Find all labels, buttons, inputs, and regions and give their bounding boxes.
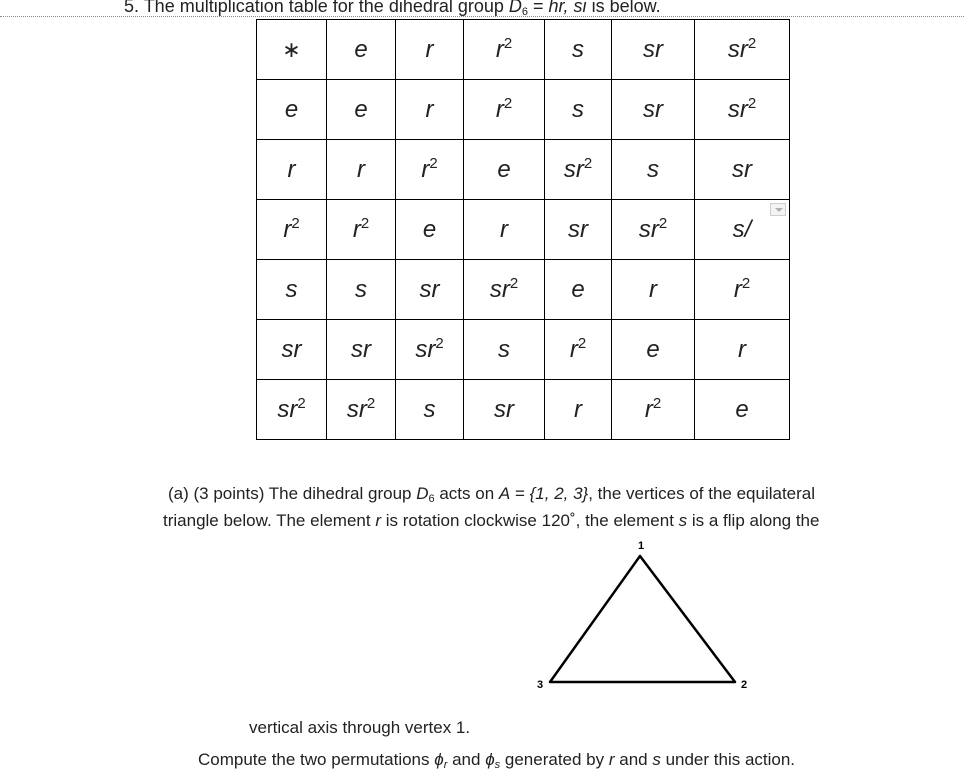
cell-exponent: 2: [747, 35, 757, 52]
table-row: [257, 20, 790, 80]
cell-value: e: [284, 95, 299, 123]
table-row: [257, 380, 790, 440]
table-cell: [396, 80, 464, 140]
cell-value: r: [644, 396, 653, 423]
table-cell: [612, 140, 695, 200]
table-cell: [612, 260, 695, 320]
table-cell: [327, 80, 396, 140]
table-cell: [257, 140, 327, 200]
cell-value: sr: [643, 35, 663, 63]
table-cell: [545, 80, 612, 140]
table-cell: [545, 140, 612, 200]
table-cell: [257, 380, 327, 440]
cell-value: r: [495, 36, 504, 63]
cell-exponent: 2: [360, 215, 370, 232]
cell-value: s: [498, 335, 510, 363]
cell-value: e: [354, 95, 368, 123]
cell-exponent: 2: [503, 95, 513, 112]
table-cell: [612, 380, 695, 440]
cell-exponent: 2: [503, 35, 513, 52]
table-row: [257, 320, 790, 380]
cell-exponent: 2: [297, 395, 306, 412]
part-a-line-4: Compute the two permutations $\phi_r$ and $\phi_s$ generated by r and s under this action.: [198, 750, 796, 771]
table-cell: [257, 80, 327, 140]
table-cell: [545, 260, 612, 320]
cell-value: e: [422, 215, 437, 243]
cell-exponent: 2: [652, 395, 662, 412]
cell-value: e: [571, 275, 585, 303]
cell-exponent: 2: [429, 155, 438, 172]
cell-value: r: [283, 216, 292, 243]
table-cell: [612, 20, 695, 80]
table-cell: [257, 320, 327, 380]
table-cell: [396, 380, 464, 440]
table-cell: [327, 140, 396, 200]
cell-value: s: [572, 35, 584, 63]
table-operation-symbol: [257, 20, 327, 80]
table-cell: [545, 320, 612, 380]
cell-value: r: [500, 215, 508, 243]
cell-value: r: [425, 95, 434, 123]
cell-value: r: [569, 336, 578, 363]
table-cell: [396, 320, 464, 380]
cell-exponent: 2: [741, 275, 751, 292]
cell-exponent: 2: [583, 155, 593, 172]
table-cell: [464, 20, 545, 80]
table-cell: [327, 320, 396, 380]
cell-value: e: [354, 35, 368, 63]
vertex-label-3: 3: [536, 679, 544, 691]
cell-value: r: [649, 275, 657, 303]
table-row: [257, 200, 790, 260]
table-cell: [695, 260, 790, 320]
cell-value: ∗: [282, 36, 301, 62]
cell-value: s: [572, 95, 584, 123]
cell-value: e: [497, 155, 511, 183]
cell-value: sr: [638, 216, 659, 243]
table-row: [257, 140, 790, 200]
table-cell: [695, 140, 790, 200]
cell-value: sr: [351, 335, 371, 363]
table-cell: [612, 200, 695, 260]
cell-exponent: 2: [658, 215, 668, 232]
table-cell: [545, 200, 612, 260]
table-cell: [396, 200, 464, 260]
table-cell: [396, 140, 464, 200]
cell-exponent: 2: [291, 215, 300, 232]
vertex-label-2: 2: [740, 679, 748, 691]
cell-value: sr: [563, 156, 584, 183]
table-cell: [464, 80, 545, 140]
cell-value: sr: [643, 95, 663, 123]
dropdown-arrow-icon[interactable]: [770, 203, 786, 216]
equilateral-triangle-diagram: [525, 534, 755, 694]
cell-value: r: [425, 35, 434, 63]
cell-value: e: [646, 335, 660, 363]
table-cell: [396, 20, 464, 80]
cell-value: r: [495, 96, 504, 123]
table-cell: [464, 260, 545, 320]
cell-value: sr: [727, 36, 748, 63]
table-cell: [545, 380, 612, 440]
cell-exponent: 2: [366, 395, 376, 412]
cell-value: r: [421, 156, 430, 183]
table-row: [257, 260, 790, 320]
cell-value: r: [574, 395, 582, 423]
table-cell: [612, 80, 695, 140]
table-cell: [464, 140, 545, 200]
cell-value: s/: [732, 215, 752, 243]
table-cell: [695, 380, 790, 440]
table-cell: [327, 380, 396, 440]
table-cell: [327, 260, 396, 320]
table-cell: [327, 200, 396, 260]
cell-value: s: [355, 275, 367, 303]
cell-value: sr: [568, 215, 588, 243]
part-a-line-2: triangle below. The element r is rotation clockwise 120˚, the element s is a flip along the: [163, 511, 820, 530]
table-cell: [612, 320, 695, 380]
cell-exponent: 2: [747, 95, 757, 112]
cell-value: sr: [732, 155, 752, 183]
part-a-line-3: vertical axis through vertex 1.: [249, 718, 471, 737]
cell-value: r: [352, 216, 361, 243]
cell-value: sr: [494, 395, 514, 423]
table-cell: [695, 320, 790, 380]
table-cell: [695, 20, 790, 80]
cell-value: sr: [281, 335, 302, 363]
cell-exponent: 2: [435, 335, 444, 352]
cell-value: s: [423, 395, 436, 423]
cell-value: s: [647, 155, 659, 183]
cell-value: r: [357, 155, 365, 183]
vertex-label-1: 1: [637, 540, 645, 552]
part-a-line-1: (a) (3 points) The dihedral group $D_6$ acts on A = {1, 2, 3}, the vertices of the equilateral: [168, 484, 816, 505]
multiplication-table: [256, 19, 790, 440]
table-cell: [464, 320, 545, 380]
cell-value: r: [733, 276, 742, 303]
table-cell: [695, 80, 790, 140]
table-cell: [464, 200, 545, 260]
triangle-outline: [550, 556, 735, 682]
table-cell: [327, 20, 396, 80]
table-row: [257, 80, 790, 140]
table-cell: [464, 380, 545, 440]
cell-value: sr: [419, 275, 440, 303]
table-cell[interactable]: [695, 200, 790, 260]
cell-value: sr: [415, 336, 436, 363]
cell-value: r: [738, 335, 746, 363]
table-cell: [257, 200, 327, 260]
cell-value: sr: [727, 96, 748, 123]
table-cell: [257, 260, 327, 320]
cell-value: sr: [489, 276, 510, 303]
cell-value: r: [287, 155, 296, 183]
cell-value: e: [735, 395, 749, 423]
cell-exponent: 2: [509, 275, 519, 292]
problem-heading: 5. The multiplication table for the dihedral group $D_6$ = hr, si is below.: [124, 0, 661, 18]
cell-value: s: [285, 275, 298, 303]
cell-value: sr: [346, 396, 367, 423]
cell-exponent: 2: [577, 335, 587, 352]
table-cell: [545, 20, 612, 80]
cell-value: sr: [277, 396, 298, 423]
table-cell: [396, 260, 464, 320]
